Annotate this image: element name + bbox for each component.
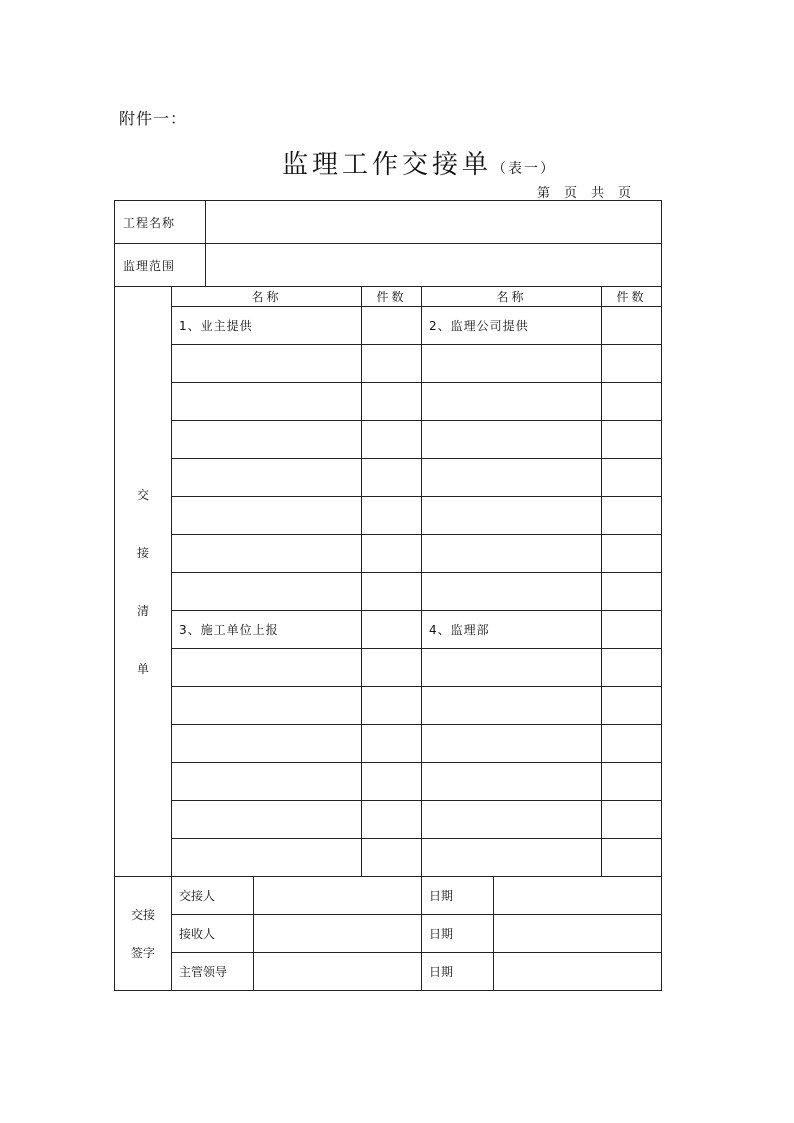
total-suffix: 页 xyxy=(618,186,632,201)
page-prefix: 第 xyxy=(537,186,551,201)
signature-side-line-2: 签字 xyxy=(130,945,155,960)
name-cell[interactable] xyxy=(422,573,602,611)
col-header-name-left: 名称 xyxy=(172,287,362,307)
list-row xyxy=(115,383,662,421)
name-cell[interactable] xyxy=(172,725,362,763)
name-cell[interactable] xyxy=(172,763,362,801)
supervisor-field[interactable] xyxy=(254,953,422,991)
count-cell[interactable] xyxy=(362,839,422,877)
name-cell[interactable] xyxy=(422,345,602,383)
count-cell[interactable] xyxy=(602,345,662,383)
list-row xyxy=(115,497,662,535)
count-cell[interactable] xyxy=(602,307,662,345)
count-cell[interactable] xyxy=(362,421,422,459)
count-cell[interactable] xyxy=(362,383,422,421)
section-3-label: 3、施工单位上报 xyxy=(172,611,362,649)
name-cell[interactable] xyxy=(422,459,602,497)
project-name-field[interactable] xyxy=(206,201,662,244)
side-char-3: 清 xyxy=(136,603,149,618)
list-row xyxy=(115,687,662,725)
name-cell[interactable] xyxy=(172,535,362,573)
section-1-label: 1、业主提供 xyxy=(172,307,362,345)
date-field[interactable] xyxy=(494,953,662,991)
side-char-2: 接 xyxy=(136,545,149,560)
section-4-label: 4、监理部 xyxy=(422,611,602,649)
count-cell[interactable] xyxy=(602,383,662,421)
title-main: 监理工作交接单 xyxy=(282,150,493,180)
page-info xyxy=(537,182,645,201)
name-cell[interactable] xyxy=(172,345,362,383)
list-row xyxy=(115,649,662,687)
count-cell[interactable] xyxy=(602,459,662,497)
count-cell[interactable] xyxy=(362,345,422,383)
count-cell[interactable] xyxy=(602,725,662,763)
count-cell[interactable] xyxy=(602,611,662,649)
name-cell[interactable] xyxy=(172,839,362,877)
receiver-label: 接收人 xyxy=(172,915,254,953)
count-cell[interactable] xyxy=(602,763,662,801)
count-cell[interactable] xyxy=(362,611,422,649)
signature-row xyxy=(115,877,662,915)
count-cell[interactable] xyxy=(602,839,662,877)
list-row xyxy=(115,573,662,611)
scope-label: 监理范围 xyxy=(115,244,206,287)
list-row xyxy=(115,801,662,839)
count-cell[interactable] xyxy=(362,801,422,839)
count-cell[interactable] xyxy=(602,573,662,611)
count-cell[interactable] xyxy=(602,801,662,839)
count-cell[interactable] xyxy=(602,687,662,725)
side-char-1: 交 xyxy=(136,487,149,502)
name-cell[interactable] xyxy=(422,421,602,459)
supervisor-label: 主管领导 xyxy=(172,953,254,991)
count-cell[interactable] xyxy=(362,497,422,535)
name-cell[interactable] xyxy=(422,839,602,877)
list-row xyxy=(115,345,662,383)
name-cell[interactable] xyxy=(172,383,362,421)
count-cell[interactable] xyxy=(362,307,422,345)
count-cell[interactable] xyxy=(362,687,422,725)
count-cell[interactable] xyxy=(602,535,662,573)
count-cell[interactable] xyxy=(362,649,422,687)
signature-row xyxy=(115,953,662,991)
date-field[interactable] xyxy=(494,877,662,915)
total-prefix: 共 xyxy=(591,186,605,201)
list-row xyxy=(115,421,662,459)
date-label: 日期 xyxy=(422,915,494,953)
name-cell[interactable] xyxy=(422,801,602,839)
date-label: 日期 xyxy=(422,953,494,991)
col-header-count-left: 件数 xyxy=(362,287,422,307)
name-cell[interactable] xyxy=(172,421,362,459)
name-cell[interactable] xyxy=(172,649,362,687)
name-cell[interactable] xyxy=(172,497,362,535)
signature-row xyxy=(115,915,662,953)
list-row xyxy=(115,459,662,497)
list-row xyxy=(115,763,662,801)
name-cell[interactable] xyxy=(172,459,362,497)
col-header-name-right: 名称 xyxy=(422,287,602,307)
date-field[interactable] xyxy=(494,915,662,953)
side-char-4: 单 xyxy=(136,661,149,676)
date-label: 日期 xyxy=(422,877,494,915)
attachment-label: 附件一： xyxy=(119,109,188,128)
list-row xyxy=(115,725,662,763)
name-cell[interactable] xyxy=(422,687,602,725)
list-row xyxy=(115,839,662,877)
name-cell[interactable] xyxy=(422,763,602,801)
signature-side-line-1: 交接 xyxy=(130,907,155,922)
count-cell[interactable] xyxy=(602,649,662,687)
handover-list-side-label xyxy=(115,287,172,877)
section-2-label: 2、监理公司提供 xyxy=(422,307,602,345)
name-cell[interactable] xyxy=(422,535,602,573)
name-cell[interactable] xyxy=(422,497,602,535)
name-cell[interactable] xyxy=(422,383,602,421)
project-name-label: 工程名称 xyxy=(115,201,206,244)
name-cell[interactable] xyxy=(422,725,602,763)
count-cell[interactable] xyxy=(362,725,422,763)
handover-person-label: 交接人 xyxy=(172,877,254,915)
count-cell[interactable] xyxy=(362,573,422,611)
handover-form xyxy=(114,200,662,991)
list-row xyxy=(115,307,662,345)
handover-person-field[interactable] xyxy=(254,877,422,915)
page-title xyxy=(282,144,556,181)
scope-field[interactable] xyxy=(206,244,662,287)
count-cell[interactable] xyxy=(602,497,662,535)
page-suffix: 页 xyxy=(564,186,578,201)
title-sub: （表一） xyxy=(492,161,557,177)
list-row xyxy=(115,611,662,649)
col-header-count-right: 件数 xyxy=(602,287,662,307)
count-cell[interactable] xyxy=(362,763,422,801)
count-cell[interactable] xyxy=(362,459,422,497)
signature-side-label xyxy=(115,877,172,991)
name-cell[interactable] xyxy=(172,801,362,839)
count-cell[interactable] xyxy=(362,535,422,573)
count-cell[interactable] xyxy=(602,421,662,459)
name-cell[interactable] xyxy=(172,687,362,725)
list-row xyxy=(115,535,662,573)
receiver-field[interactable] xyxy=(254,915,422,953)
name-cell[interactable] xyxy=(422,649,602,687)
name-cell[interactable] xyxy=(172,573,362,611)
